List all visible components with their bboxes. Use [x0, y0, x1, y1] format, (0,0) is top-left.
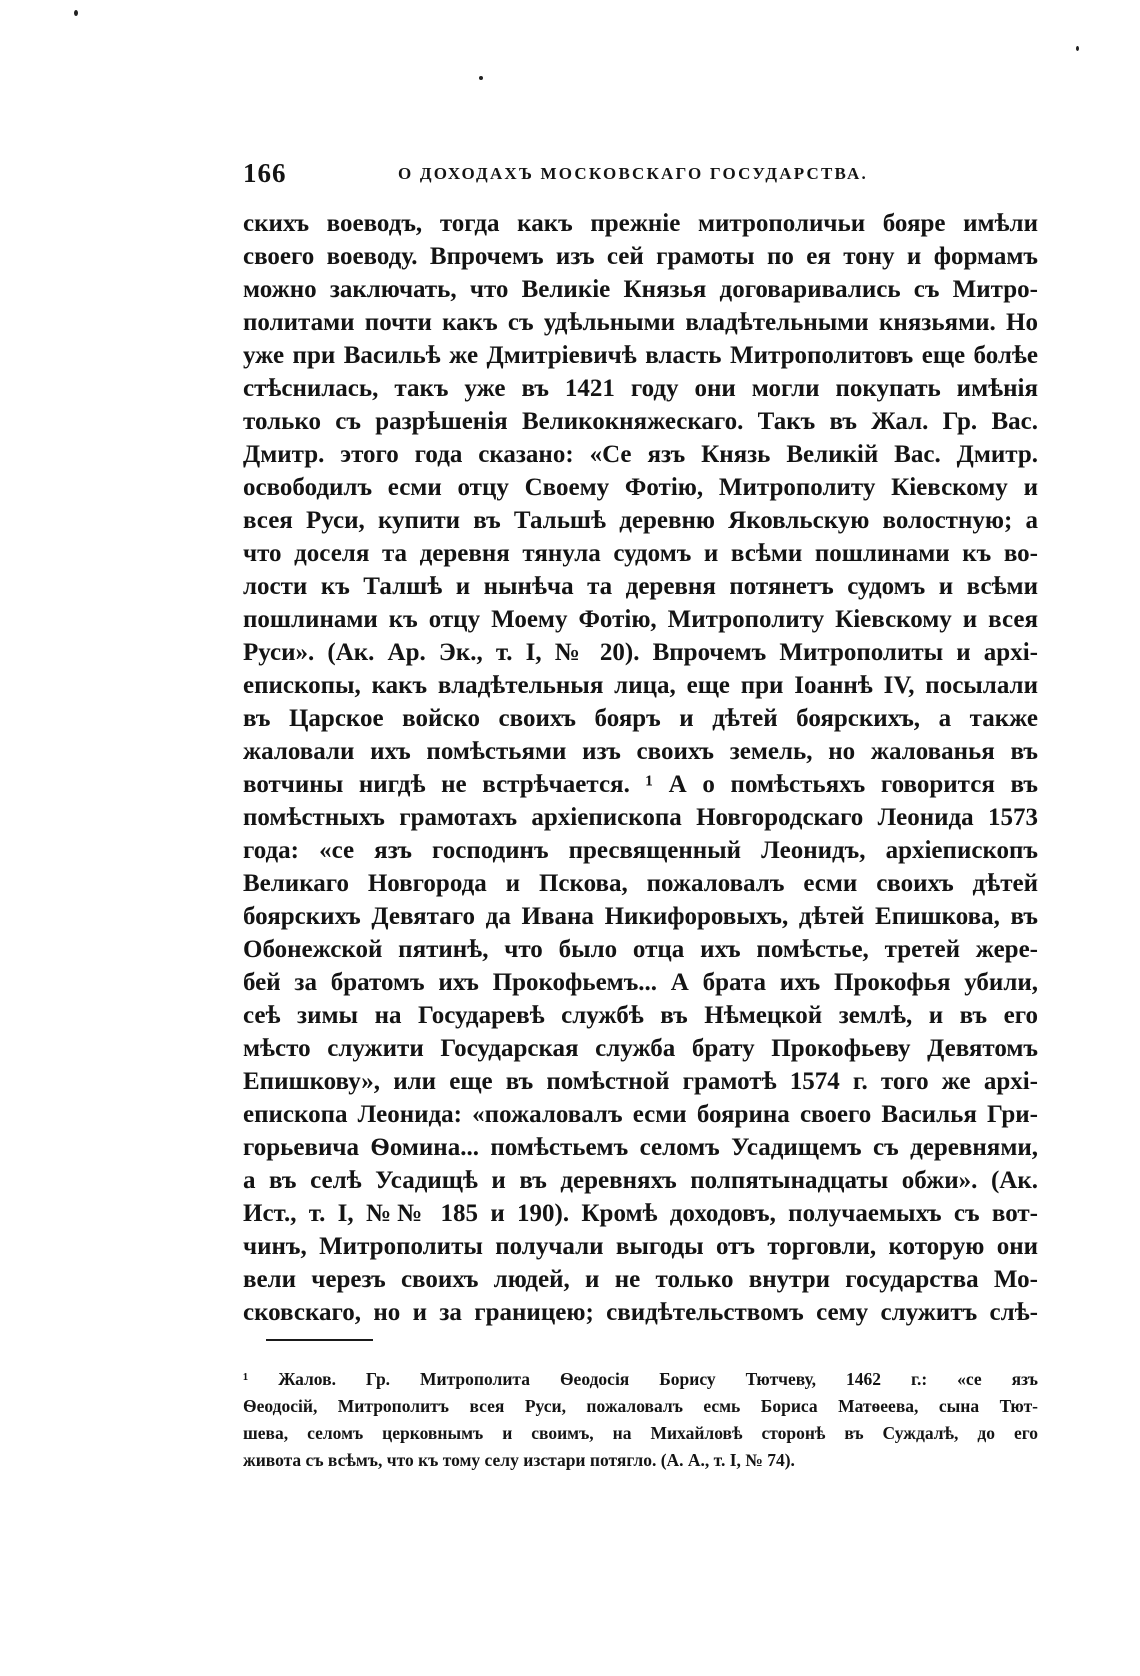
- footnote-line: Ѳеодосій, Митрополитъ всея Руси, пожаловалъ есмь Бориса Матѳеева, сына Тют-: [243, 1396, 1038, 1416]
- text-line: Дмитр. этого года сказано: «Се язъ Князь Великій Вас. Дмитр.: [243, 441, 1038, 468]
- text-line: можно заключать, что Великіе Князья договаривались съ Митро-: [243, 276, 1038, 303]
- text-line: лости къ Талшѣ и нынѣча та деревня потянетъ судомъ и всѣми: [243, 573, 1038, 600]
- text-line: своего воеводу. Впрочемъ изъ сей грамоты по ея тону и формамъ: [243, 243, 1038, 270]
- text-line: освободилъ есми отцу Своему Фотію, Митрополиту Кіевскому и: [243, 474, 1038, 501]
- text-line: Великаго Новгорода и Пскова, пожаловалъ есми своихъ дѣтей: [243, 870, 1038, 897]
- text-line: Руси». (Ак. Ар. Эк., т. I, № 20). Впрочемъ Митрополиты и архі-: [243, 639, 1038, 666]
- text-line: Ист., т. I, №№ 185 и 190). Кромѣ доходовъ, получаемыхъ съ вот-: [243, 1200, 1038, 1227]
- text-line: уже при Васильѣ же Дмитріевичѣ власть Митрополитовъ еще болѣе: [243, 342, 1038, 369]
- text-line: горьевича Ѳомина... помѣстьемъ селомъ Усадищемъ съ деревнями,: [243, 1134, 1038, 1161]
- text-line: пошлинами къ отцу Моему Фотію, Митрополиту Кіевскому и всея: [243, 606, 1038, 633]
- text-line: чинъ, Митрополиты получали выгоды отъ торговли, которую они: [243, 1233, 1038, 1260]
- text-line: помѣстныхъ грамотахъ архіепископа Новгородскаго Леонида 1573: [243, 804, 1038, 831]
- text-line: вели черезъ своихъ людей, и не только внутри государства Мо-: [243, 1266, 1038, 1293]
- text-line: всея Руси, купити въ Тальшѣ деревню Яковльскую волостную; а: [243, 507, 1038, 534]
- text-line: политами почти какъ съ удѣльными владѣтельными князьями. Но: [243, 309, 1038, 336]
- text-line: что доселя та деревня тянула судомъ и всѣми пошлинами къ во-: [243, 540, 1038, 567]
- text-line: епископа Леонида: «пожаловалъ есми боярина своего Василья Гри-: [243, 1101, 1038, 1128]
- footnote-line: ¹ Жалов. Гр. Митрополита Ѳеодосія Борису Тютчеву, 1462 г.: «се язъ: [243, 1369, 1038, 1389]
- text-line: скихъ воеводъ, тогда какъ прежніе митрополичьи бояре имѣли: [243, 210, 1038, 237]
- page-number: 166: [243, 158, 287, 188]
- text-line: боярскихъ Девятаго да Ивана Никифоровыхъ, дѣтей Епишкова, въ: [243, 903, 1038, 930]
- footnote-rule: [266, 1339, 373, 1341]
- text-line: сеѣ зимы на Государевѣ службѣ въ Нѣмецкой землѣ, и въ его: [243, 1002, 1038, 1029]
- text-line: жаловали ихъ помѣстьями изъ своихъ земель, но жалованья въ: [243, 738, 1038, 765]
- ink-speck: [74, 10, 78, 16]
- text-line: только съ разрѣшенія Великокняжескаго. Такъ въ Жал. Гр. Вас.: [243, 408, 1038, 435]
- text-line: Обонежской пятинѣ, что было отца ихъ помѣстье, третей жере-: [243, 936, 1038, 963]
- text-line: а въ селѣ Усадищѣ и въ деревняхъ полпятынадцаты обжи». (Ак.: [243, 1167, 1038, 1194]
- main-text: [243, 207, 1038, 1329]
- text-line: бей за братомъ ихъ Прокофьемъ... А брата ихъ Прокофья убили,: [243, 969, 1038, 996]
- text-line: сковскаго, но и за границею; свидѣтельствомъ сему служитъ слѣ-: [243, 1299, 1038, 1326]
- text-line: вотчины нигдѣ не встрѣчается. ¹ А о помѣстьяхъ говорится въ: [243, 771, 1038, 798]
- text-line: епископы, какъ владѣтельныя лица, еще при Іоаннѣ IV, посылали: [243, 672, 1038, 699]
- text-line: года: «се язъ господинъ пресвященный Леонидъ, архіепископъ: [243, 837, 1038, 864]
- text-line: въ Царское войско своихъ бояръ и дѣтей боярскихъ, а также: [243, 705, 1038, 732]
- footnote-line: живота съ всѣмъ, что къ тому селу изстари потягло. (А. А., т. I, № 74).: [243, 1450, 795, 1470]
- text-line: мѣсто служити Государская служба брату Прокофьеву Девятомъ: [243, 1035, 1038, 1062]
- ink-speck: [479, 76, 483, 80]
- page-header: [243, 158, 1038, 188]
- ink-speck: [1076, 46, 1079, 51]
- running-title: О ДОХОДАХЪ МОСКОВСКАГО ГОСУДАРСТВА.: [398, 164, 868, 183]
- footnote-line: шева, селомъ церковнымъ и своимъ, на Михайловѣ сторонѣ въ Суждалѣ, до его: [243, 1423, 1038, 1443]
- text-line: Епишкову», или еще въ помѣстной грамотѣ 1574 г. того же архі-: [243, 1068, 1038, 1095]
- footnote: [243, 1366, 1038, 1474]
- text-line: стѣснилась, такъ уже въ 1421 году они могли покупать имѣнія: [243, 375, 1038, 402]
